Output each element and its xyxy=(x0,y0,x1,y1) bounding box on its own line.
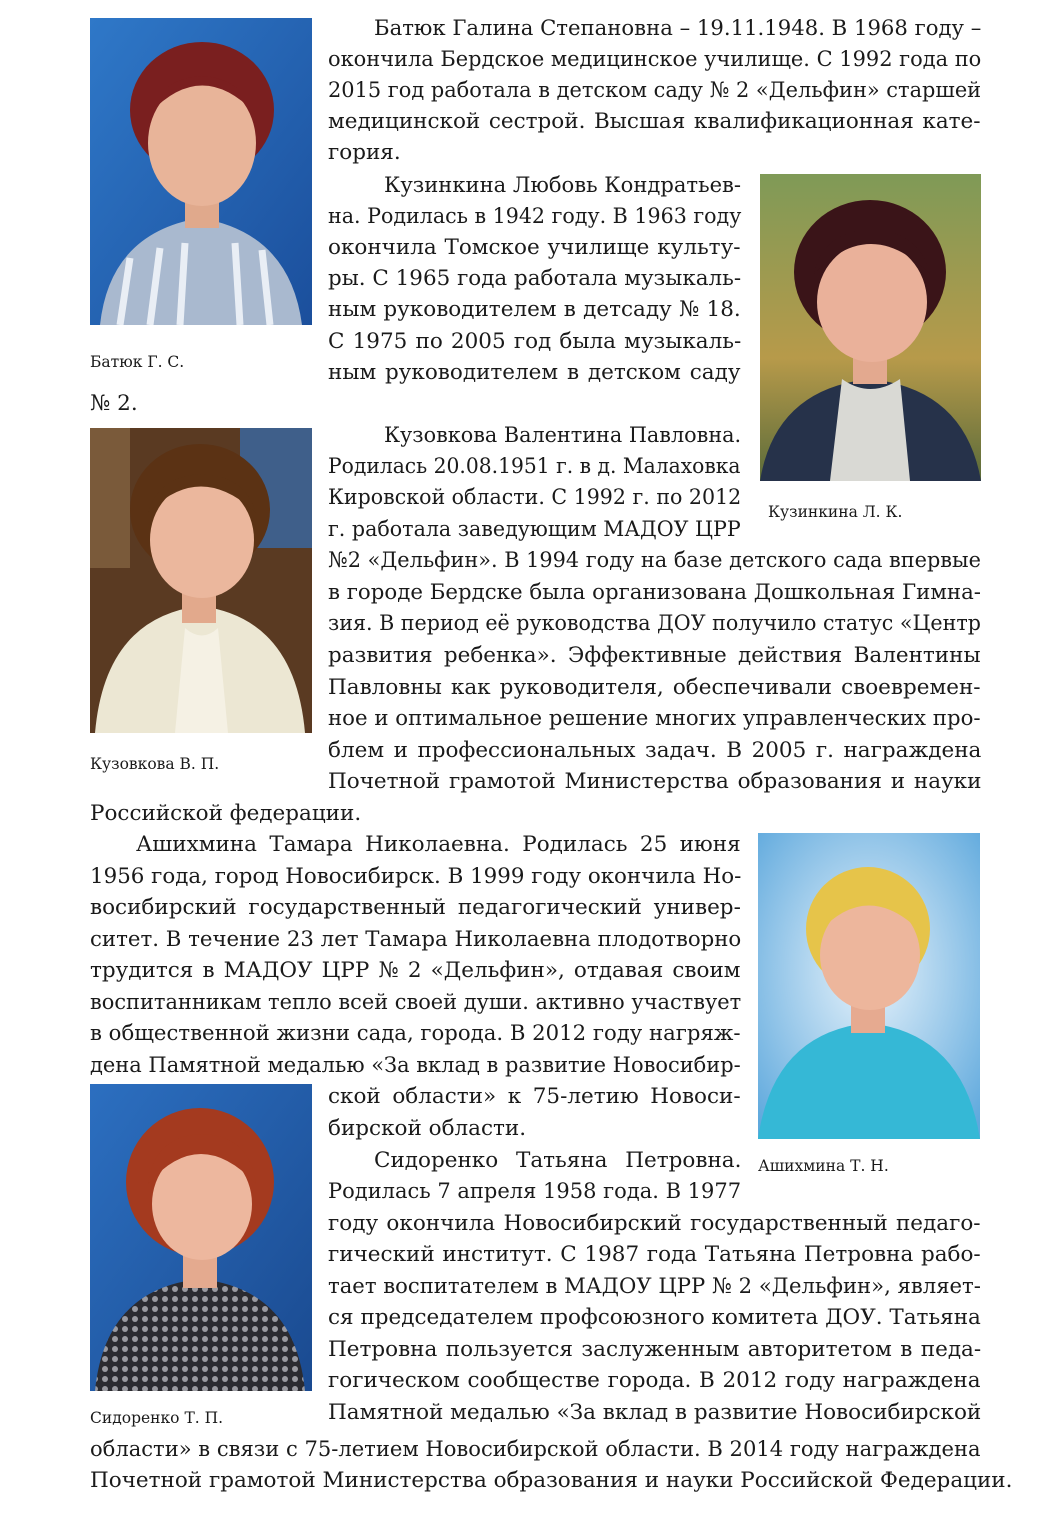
portrait-photo-ashikhmina xyxy=(758,833,980,1139)
text-line: бирской области. xyxy=(328,1116,527,1141)
text-line: Почетной грамотой Министерства образования и науки xyxy=(328,769,982,794)
text-line: Российской федерации. xyxy=(90,801,362,826)
text-line: №2 «Дельфин». В 1994 году на базе детского сада впервые xyxy=(328,548,981,573)
text-line: области» в связи с 75-летием Новосибирской области. В 2014 году награждена xyxy=(90,1437,981,1462)
photo-caption: Ашихмина Т. Н. xyxy=(758,1157,889,1175)
text-line: дена Памятной медалью «За вклад в развитие Новосибир- xyxy=(90,1053,741,1078)
portrait-photo-batyuk xyxy=(90,18,312,325)
text-line: воспитанникам тепло всей своей души. активно участвует xyxy=(90,990,742,1015)
text-line: ное и оптимальное решение многих управленческих про- xyxy=(328,706,981,731)
text-line: медицинской сестрой. Высшая квалификационная кате- xyxy=(328,109,981,134)
text-line: г. работала заведующим МАДОУ ЦРР xyxy=(328,517,741,542)
text-line: Памятной медалью «За вклад в развитие Новосибирской xyxy=(328,1400,982,1425)
text-line: Почетной грамотой Министерства образования и науки Российской Федерации. xyxy=(90,1468,1013,1493)
text-line: зия. В период её руководства ДОУ получило статус «Центр xyxy=(328,611,981,636)
text-line: Кузовкова Валентина Павловна. xyxy=(384,423,742,448)
text-line: в общественной жизни сада, города. В 2012 году нагряж- xyxy=(90,1021,741,1046)
text-line: ным руководителем в детском саду xyxy=(328,360,741,385)
portrait-photo-kuzinkina xyxy=(760,174,981,481)
text-line: гический институт. С 1987 года Татьяна Петровна рабо- xyxy=(328,1242,981,1267)
text-line: ным руководителем в детсаду № 18. xyxy=(328,297,741,322)
text-line: 2015 год работала в детском саду № 2 «Дельфин» старшей xyxy=(328,78,982,103)
text-line: тает воспитателем в МАДОУ ЦРР № 2 «Дельфин», являет- xyxy=(328,1274,981,1299)
photo-caption: Батюк Г. С. xyxy=(90,353,185,371)
text-line: восибирский государственный педагогический универ- xyxy=(90,895,741,920)
text-line: 1956 года, город Новосибирск. В 1999 году окончила Но- xyxy=(90,864,742,889)
text-line: ся председателем профсоюзного комитета ДОУ. Татьяна xyxy=(328,1305,981,1330)
text-line: ской области» к 75-летию Новоси- xyxy=(328,1084,741,1109)
text-line: Кировской области. С 1992 г. по 2012 xyxy=(328,485,742,510)
text-line: Петровна пользуется заслуженным авторитетом в педа- xyxy=(328,1337,982,1362)
text-line: блем и профессиональных задач. В 2005 г. награждена xyxy=(328,738,982,763)
photo-caption: Сидоренко Т. П. xyxy=(90,1409,224,1427)
text-line: Кузинкина Любовь Кондратьев- xyxy=(384,173,742,198)
text-line: Сидоренко Татьяна Петровна. xyxy=(374,1148,742,1173)
text-line: году окончила Новосибирский государственный педаго- xyxy=(328,1211,981,1236)
photo-caption: Кузинкина Л. К. xyxy=(768,503,903,521)
text-line: трудится в МАДОУ ЦРР № 2 «Дельфин», отдавая своим xyxy=(90,958,741,983)
text-line: Павловны как руководителя, обеспечивали своевремен- xyxy=(328,675,981,700)
text-line: гория. xyxy=(328,140,401,165)
text-line: развития ребенка». Эффективные действия Валентины xyxy=(328,643,981,668)
text-line: Родилась 20.08.1951 г. в д. Малаховка xyxy=(328,454,741,479)
text-line: С 1975 по 2005 год была музыкаль- xyxy=(328,329,742,354)
text-line: № 2. xyxy=(90,391,138,416)
portrait-photo-sidorenko xyxy=(90,1084,312,1391)
photo-caption: Кузовкова В. П. xyxy=(90,755,220,773)
text-line: ситет. В течение 23 лет Тамара Николаевна плодотворно xyxy=(90,927,742,952)
text-line: на. Родилась в 1942 году. В 1963 году xyxy=(328,204,742,229)
text-line: окончила Томское училище культу- xyxy=(328,235,741,260)
text-line: в городе Бердске была организована Дошкольная Гимна- xyxy=(328,580,982,605)
text-line: Ашихмина Тамара Николаевна. Родилась 25 июня xyxy=(136,832,741,857)
text-line: гогическом сообществе города. В 2012 году награждена xyxy=(328,1368,981,1393)
text-line: Родилась 7 апреля 1958 года. В 1977 xyxy=(328,1179,742,1204)
text-line: Батюк Галина Степановна – 19.11.1948. В 1968 году – xyxy=(374,16,982,41)
text-line: окончила Бердское медицинское училище. С 1992 года по xyxy=(328,47,982,72)
text-line: ры. С 1965 года работала музыкаль- xyxy=(328,266,742,291)
portrait-photo-kuzovkova xyxy=(90,428,312,733)
